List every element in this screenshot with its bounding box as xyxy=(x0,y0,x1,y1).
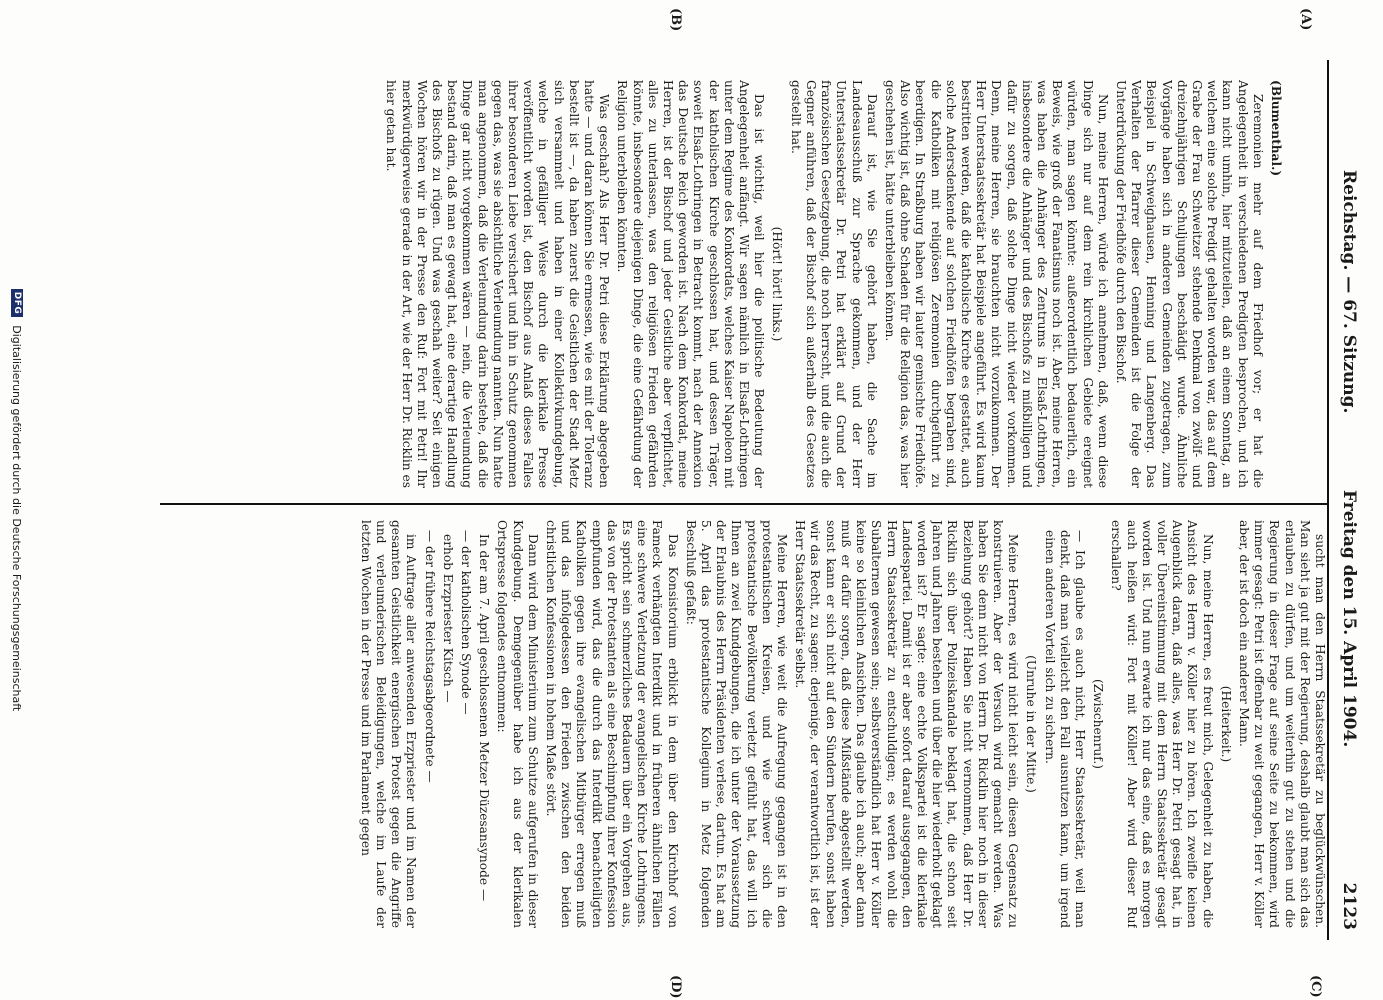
right-column xyxy=(170,520,1327,928)
paragraph: (Zwischenruf.) xyxy=(1091,679,1106,769)
paragraph: Nun, meine Herren, es freut mich, Gelegenheit zu haben, die Ansicht des Herrn v. Köller hier zu hören. Ich zweifle keinen Augenblick daran, daß alles, was Herr Dr. Petri gesagt hat, in voller Übereinstimmung mit dem Herrn Staatssekretär gesagt worden ist. Und nun erwarte ich nur das eine, daß es morgen auch heißen wird: Fort mit Köller! Aber wird dieser Ruf erschallen? xyxy=(1109,520,1215,928)
page-header xyxy=(1327,60,1369,940)
paragraph: Das ist wichtig, weil hier die politische Bedeutung der Angelegenheit anfängt. Wir sagen nämlich in Elsaß-Lothringen unter dem Regime des Konkordats, welches Kaiser Napoleon mit der katholischen Kirche geschlossen hat, und dessen Träger, soweit Elsaß-Lothringen in Betracht kommt, nach der Annexion das Deutsche Reich geworden ist. Nach dem Konkordat, meine Herren, ist der Bischof und jeder Geistliche aber verpflichtet, alles zu unterlassen, was den religiösen Frieden gefährden könnte, insbesondere diejenigen Dinge, die eine Gefährdung der Religion unterbleiben könnten. xyxy=(615,80,767,488)
paragraph: erhob Erzpriester Kitsch — xyxy=(440,534,455,703)
paragraph: — der katholischen Synode — xyxy=(459,530,474,715)
paragraph: (Hört! hört! links.) xyxy=(770,226,785,342)
paragraph: — der frühere Reichstagsabgeordnete — xyxy=(422,530,437,783)
paragraph: (Unruhe in der Mitte.) xyxy=(1024,655,1039,793)
page-footer xyxy=(6,0,28,1000)
paragraph: Darauf ist, wie Sie gehört haben, die Sache im Landesausschuß zur Sprache gekommen, und der Herr Unterstaatssekretär Dr. Petri hat erklärt auf Grund der französischen Gesetzgebung, die noch herrscht, und die auch die Gegner anführen, daß der Bischof sich außerhalb des Gesetzes gestellt hat. xyxy=(788,80,879,488)
paragraph: (Heiterkeit.) xyxy=(1218,685,1233,763)
footer-text: Digitalisierung gefördert durch die Deutsche Forschungsgemeinschaft xyxy=(10,325,24,712)
margin-marker-d: (D) xyxy=(668,975,683,999)
paragraph: Nun, meine Herren, würde ich annehmen, daß, wenn diese Dinge sich nur auf dem rein kirchlichen Gebiete ereignet würden, man sagen könnte: außerordentlich bedauerlich, ein Beweis, wie groß der Fanatismus noch ist. Aber, meine Herren, was haben die Anhänger des Zentrums in Elsaß-Lothringen, insbesondere die Anhänger und des Bischofs zu mißbilligen und dafür zu sorgen, daß solche Dinge nicht wieder vorkommen. Denn, meine Herren, sie brauchten nicht vorzukommen. Der Herr Unterstaatssekretär hat Beispiele angeführt. Es wird kaum bestritten werden, daß die katholische Kirche es gestattet, auch solche Andersdenkende auf solchen Friedhöfen begraben sind, die Katholiken mit religiösen Zeremonien durchgeführt zu beerdigen. In Straßburg haben wir lauter gemischte Friedhöfe. Also wichtig ist, daß ohne Schaden für die Religion das, was hier geschehen ist, hätte unterbleiben können. xyxy=(882,80,1110,488)
paragraph: im Auftrage aller anwesenden Erzpriester und im Namen der gesamten Geistlichkeit energischen Protest gegen die Angriffe und verleumderischen Beleidigungen, welche im Laufe der letzten Wochen in der Presse und im Parlament gegen xyxy=(358,520,419,928)
dfg-logo: DFG xyxy=(11,289,23,318)
header-left: Reichstag. — 67. Sitzung. xyxy=(1339,170,1359,414)
column-divider xyxy=(160,503,1327,505)
paragraph: sucht man den Herrn Staatssekretär zu beglückwünschen. Man sieht ja gut mit der Regierung, deshalb glaubt man sich das erlauben zu dürfen, und um weiterhin gut zu stehen und die Regierung in dieser Frage auf seine Seite zu bekommen, wird immer gesagt: Petri ist offenbar zu weit gegangen, Herr v. Köller aber, der ist doch ein anderer Mann. xyxy=(1236,520,1327,928)
margin-marker-c: (C) xyxy=(1308,975,1323,998)
paragraph: Meine Herren, es wird nicht leicht sein, diesen Gegensatz zu konstruieren. Aber der Versuch wird gemacht werden. Was haben Sie denn nicht von Herrn Dr. Ricklin hier noch in dieser Beziehung gehört? Haben Sie nicht vernommen, daß Herr Dr. Ricklin sich über Polizeiskandale beklagt hat, die schon seit Jahren und Jahren bestehen und über die hier wiederholt geklagt worden ist? Er sagte: eine echte Volkspartei ist die klerikale Landespartei. Damit ist er aber sofort darauf ausgegangen, den Herrn Staatssekretär zu entschuldigen; es werden wohl die Subalternen gewesen sein; selbstverständlich hat Herr v. Köller keine so kleinlichen Ansichten. Das glaube ich auch; aber dann muß er dafür sorgen, daß diese Mißstände abgestellt werden, sonst kann er sich nicht auf den Sündern berufen, sonst haben wir das Recht, zu sagen: derjenige, der verantwortlich ist, ist der Herr Staatssekretär selbst. xyxy=(793,520,1021,928)
margin-marker-b: (B) xyxy=(668,8,683,32)
paragraph: Zeremonien mehr auf dem Friedhof vor; er hat die Angelegenheit in verschiedenen Predigten besprochen, und ich kann nicht umhin, hier mitzuteilen, daß an einem Sonntag, an welchem eine solche Predigt gehalten worden war, das auf dem Grabe der Frau Schweitzer stehende Denkmal von zwölf- und dreizehnjährigen Schuljungen beschädigt wurde. Ähnliche Vorgänge haben sich in anderen Gemeinden zugetragen, zum Beispiel in Schweighausen, Henning und Langenberg. Das Verhalten der Pfarrer dieser Gemeinden ist die Folge der Unterdrückung der Friedhöfe durch den Bischof. xyxy=(1113,80,1265,488)
left-column xyxy=(170,80,1283,488)
speaker-label: (Blumenthal.) xyxy=(1269,80,1283,177)
paragraph: — Ich glaube es auch nicht, Herr Staatssekretär, weil man denkt, daß man vielleicht den Fall ausnutzen kann, um irgend einen anderen Vorteil sich zu sichern. xyxy=(1042,530,1087,928)
header-center: Freitag den 15. April 1904. xyxy=(1339,490,1359,748)
paragraph: In der am 7. April geschlossenen Metzer Düzesansynode — xyxy=(477,534,492,902)
paragraph: Was geschah? Als Herr Dr. Petri diese Erklärung abgegeben hatte — und daran können Sie ermessen, wie es mit der Toleranz bestellt ist —, da haben zuerst die Geistlichen der Stadt Metz sich versammelt und haben in einer Kollektivkundgebung, welche in gefälliger Weise durch die klerikale Presse veröffentlicht worden ist, den Bischof aus Anlaß dieses Falles ihrer besonderen Liebe versichert und ihn in Schutz genommen gegen das, was sie absichtliche Verleumdung nannten. Nun hatte man angenommen, daß die Verleumdung darin bestehe, daß die Dinge gar nicht vorgekommen wären — nein, die Verleumdung bestand darin, daß man es gewagt hat, eine derartige Handlung des Bischofs zu rügen. Und was geschah weiter? Seit einigen Wochen hören wir in der Presse den Ruf: Fort mit Petri! Ihr merkwürdigerweise gerade in der Art, wie der Herr Dr. Ricklin es hier getan hat. xyxy=(384,80,612,488)
margin-marker-a: (A) xyxy=(1298,8,1313,31)
paragraph: Dann wird dem Ministerium zum Schutze aufgerufen in dieser Kundgebung. Demgegenüber habe ich aus der klerikalen Ortspresse folgendes entnommen: xyxy=(495,520,540,928)
paragraph: Meine Herren, wie weit die Aufregung gegangen ist in den protestantischen Kreisen, und wie schwer sich die protestantische Bevölkerung verletzt gefühlt hat, das will ich Ihnen an zwei Kundgebungen, die ich unter der Voraussetzung der Erlaubnis des Herrn Präsidenten verlese, dartun. Es hat am 5. April das protestantische Kollegium in Metz folgenden Beschluß gefaßt: xyxy=(683,520,790,928)
page-number: 2123 xyxy=(1339,882,1359,930)
paragraph: Das Konsistorium erblickt in dem über den Kirchhof von Fameck verhängten Interdikt und in früheren ähnlichen Fällen eine schwere Verletzung der evangelischen Kirche Lothringens. Es spricht sein schmerzliches Bedauern über ein Vorgehen aus, das von der Protestanten als eine Beschimpfung ihrer Konfession empfunden wird, das die durch das Interdikt benachteiligten Katholiken gegen ihre evangelischen Mitbürger erregen muß und das infolgedessen den Frieden zwischen den beiden christlichen Konfessionen in hohem Maße stört. xyxy=(544,520,680,928)
